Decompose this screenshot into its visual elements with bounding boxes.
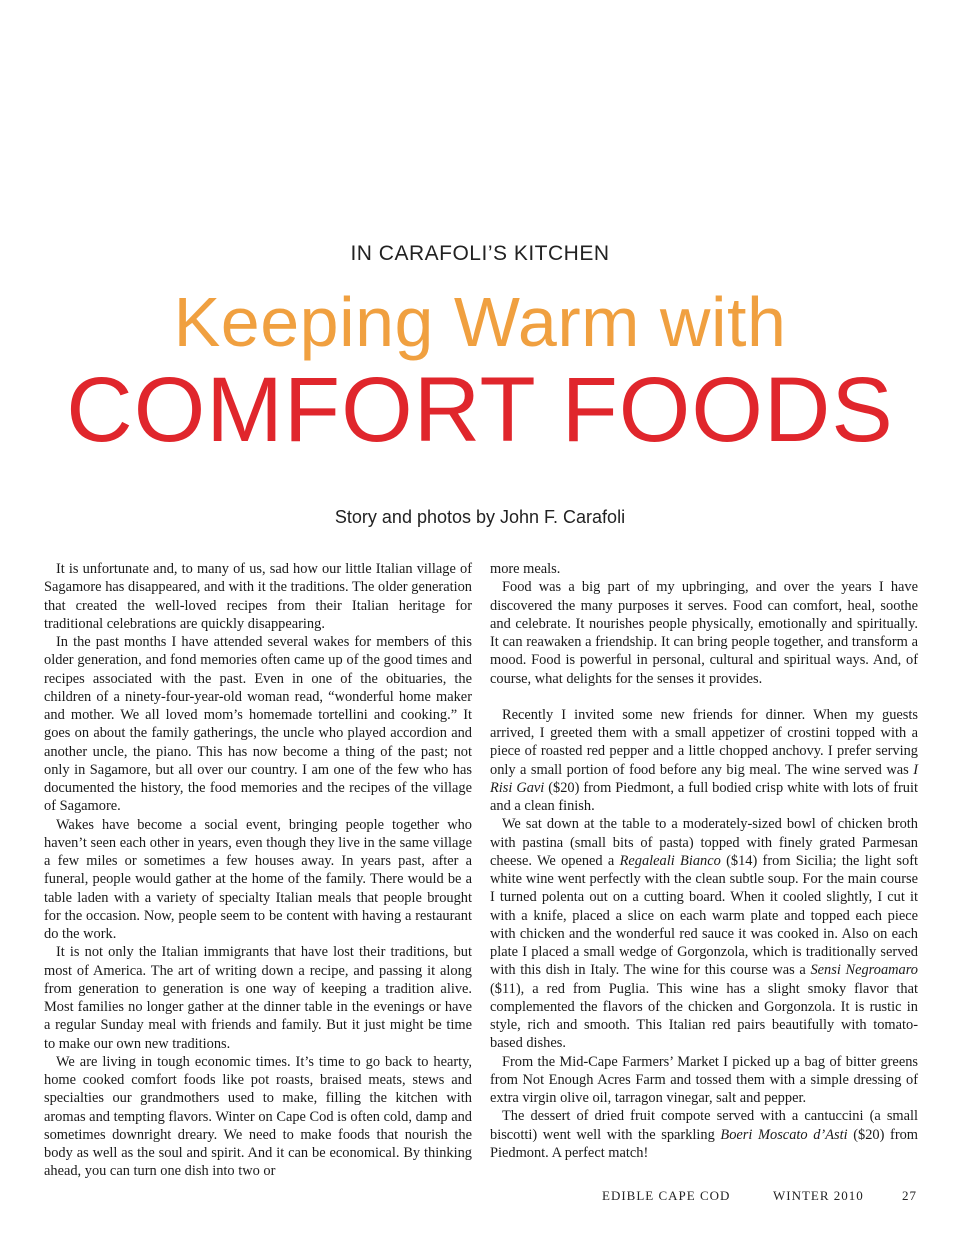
wine-name: Sensi Negroamaro <box>810 962 918 979</box>
text-run: ($11), a red from Puglia. This wine has a slight smoky flavor that complemented the flavors of the chicken and Gorgonzola. It is rustic in style, rich and smooth. This Italian red pairs beautifully with tomato-based dishes. <box>490 980 918 1052</box>
page-number: 27 <box>902 1188 917 1203</box>
text-run: The dessert of dried fruit compote served with a cantuccini (a small biscotti) went well with the sparkling <box>490 1108 918 1143</box>
wine-name: I Risi Gavi <box>490 761 918 796</box>
paragraph <box>490 815 918 1052</box>
paragraph <box>490 1107 918 1162</box>
wine-name: Boeri Moscato d’Asti <box>720 1126 848 1143</box>
article-column-right <box>490 560 918 1162</box>
text-run: ($14) from Sicilia; the light soft white wine went perfectly with the clean subtle soup. For the main course I turned polenta out on a cutting board. When it cooled slightly, I cut it with a knife, placed a slice on each warm plate and topped each piece with chicken and the wonderful red sauce it was cooked in. Also on each plate I placed a small wedge of Gorgonzola, which is traditionally served with this dish in Italy. The wine for this course was a <box>490 852 918 979</box>
section-kicker: IN CARAFOLI’S KITCHEN <box>350 242 610 265</box>
article-column-left <box>44 560 472 1181</box>
paragraph: It is not only the Italian immigrants that have lost their traditions, but most of America. The art of writing down a recipe, and passing it along from generation to generation is one way of keeping a tradition alive. Most families no longer gather at the dinner table in the evenings or have a regular Sunday meal with friends and family. But it just might be time to make our own new traditions. <box>44 944 472 1052</box>
headline-line-1: Keeping Warm with <box>173 283 787 361</box>
headline-line-2: COMFORT FOODS <box>66 359 894 461</box>
footer-publication: EDIBLE CAPE COD <box>602 1188 731 1203</box>
paragraph: From the Mid-Cape Farmers’ Market I picked up a bag of bitter greens from Not Enough Acres Farm and tossed them with a simple dressing of extra virgin olive oil, tarragon vinegar, salt and pepper. <box>490 1053 918 1106</box>
byline: Story and photos by John F. Carafoli <box>334 507 626 527</box>
paragraph: Food was a big part of my upbringing, and over the years I have discovered the many purposes it serves. Food can comfort, heal, soothe and celebrate. It nourishes people physically, emotionally and spiritually. It can reawaken a friendship. It can bring people together, and transform a mood. Food is powerful in personal, cultural and spiritual ways. And, of course, what delights for the senses it provides. <box>490 579 918 687</box>
text-run: ($20) from Piedmont, a full bodied crisp white with lots of fruit and a clean finish. <box>490 779 918 814</box>
paragraph <box>490 706 918 816</box>
paragraph: It is unfortunate and, to many of us, sad how our little Italian village of Sagamore has disappeared, and with it the traditions. The older generation that created the well-loved recipes from their Italian heritage for traditional celebrations are quickly disappearing. <box>44 561 472 632</box>
footer-issue: WINTER 2010 <box>773 1188 864 1203</box>
wine-name: Regaleali Bianco <box>619 852 721 869</box>
text-run: Recently I invited some new friends for dinner. When my guests arrived, I greeted them with a small appetizer of crostini topped with a piece of roasted red pepper and a little chopped anchovy. I prefer serving only a small portion of food before any big meal. The wine served was <box>490 706 918 778</box>
paragraph: more meals. <box>490 561 561 577</box>
paragraph: Wakes have become a social event, bringing people together who haven’t seen each other in years, even though they live in the same village a few miles or sometimes a few houses away. In years past, after a funeral, people would gather at the home of the family. There would be a table laden with a variety of specialty Italian meals that people brought for the occasion. Now, people seem to be content with having a restaurant do the work. <box>44 816 472 942</box>
text-run: ($20) from Piedmont. A perfect match! <box>490 1126 918 1161</box>
text-run: We sat down at the table to a moderately-sized bowl of chicken broth with pastina (small bits of pasta) topped with finely grated Parmesan cheese. We opened a <box>490 816 918 869</box>
page-footer <box>0 1188 960 1208</box>
paragraph: In the past months I have attended several wakes for members of this older generation, and fond memories often came up of the good times and recipes associated with the past. Even in one of the obituaries, the children of a ninety-four-year-old woman read, “wonderful home maker and mother. We all loved mom’s homemade tortellini and cooking.” It goes on about the family gatherings, the uncle who played accordion and another uncle, the piano. This has now become a thing of the past; not only in Sagamore, but all over our country. I am one of the few who has documented the history, the food memories and the recipes of the village of Sagamore. <box>44 634 472 815</box>
paragraph: We are living in tough economic times. It’s time to go back to hearty, home cooked comfort foods like pot roasts, braised meats, stews and specialties our grandmothers used to make, filling the kitchen with aromas and tempting flavors. Winter on Cape Cod is often cold, damp and sometimes downright dreary. We need to make foods that nourish the body as well as the soul and spirit. And it can be economical. By thinking ahead, you can turn one dish into two or <box>44 1053 472 1180</box>
